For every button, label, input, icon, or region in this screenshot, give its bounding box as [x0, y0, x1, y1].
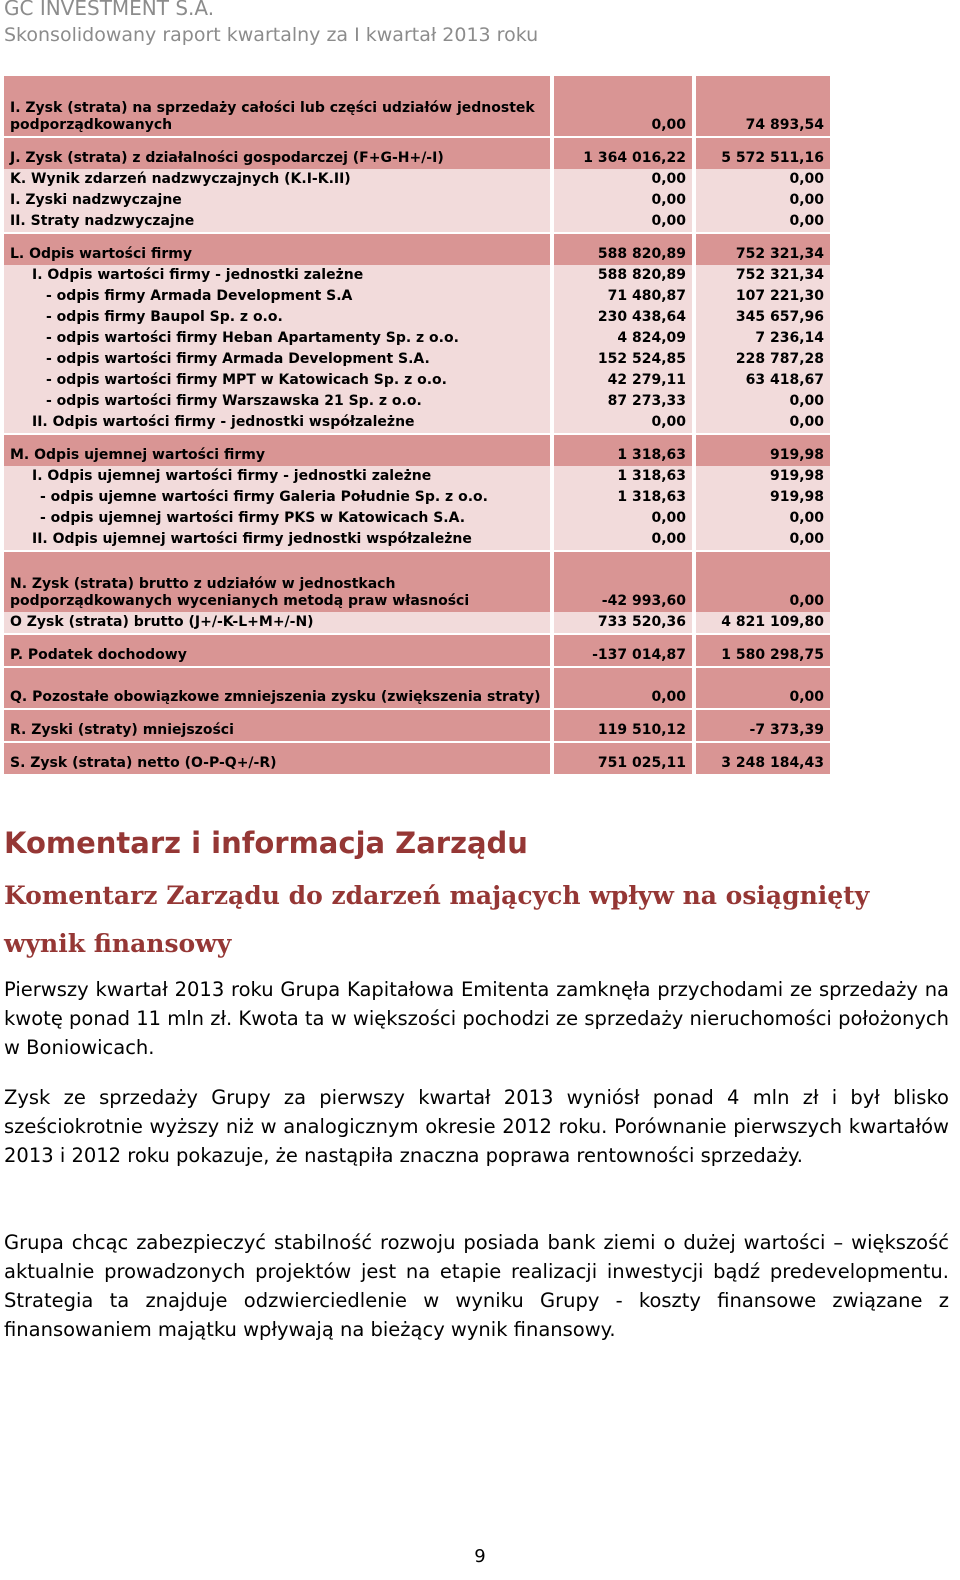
row-label: - odpis wartości firmy Armada Development S.A.	[4, 349, 550, 370]
row-value-current: 119 510,12	[554, 710, 692, 741]
table-row	[4, 466, 830, 487]
row-label: P. Podatek dochodowy	[4, 635, 550, 666]
row-label: L. Odpis wartości firmy	[4, 234, 550, 265]
row-value-current: 4 824,09	[554, 328, 692, 349]
row-value-previous: 74 893,54	[696, 76, 830, 136]
row-label: I. Odpis wartości firmy - jednostki zależne	[4, 265, 550, 286]
table-row	[4, 710, 830, 741]
row-value-previous: 0,00	[696, 169, 830, 190]
row-value-previous: 752 321,34	[696, 265, 830, 286]
row-label: - odpis ujemnej wartości firmy PKS w Katowicach S.A.	[4, 508, 550, 529]
row-label: N. Zysk (strata) brutto z udziałów w jednostkach podporządkowanych wycenianych metodą praw własności	[4, 552, 550, 612]
row-value-current: 0,00	[554, 412, 692, 433]
row-value-current: 152 524,85	[554, 349, 692, 370]
paragraph: Zysk ze sprzedaży Grupy za pierwszy kwartał 2013 wyniósł ponad 4 mln zł i był blisko sześciokrotnie wyższy niż w analogicznym okresie 2012 roku. Porównanie pierwszych kwartałów 2013 i 2012 roku pokazuje, że nastąpiła znaczna poprawa rentowności sprzedaży.	[4, 1086, 949, 1167]
table-row	[4, 668, 830, 708]
table-row	[4, 234, 830, 265]
table-row	[4, 307, 830, 328]
row-value-previous: 63 418,67	[696, 370, 830, 391]
row-value-previous: 4 821 109,80	[696, 612, 830, 633]
row-value-previous: 0,00	[696, 412, 830, 433]
table-row	[4, 412, 830, 433]
table-row	[4, 435, 830, 466]
row-label: S. Zysk (strata) netto (O-P-Q+/-R)	[4, 743, 550, 774]
section-heading: Komentarz i informacja Zarządu	[4, 826, 528, 860]
row-value-previous: 0,00	[696, 552, 830, 612]
row-label: - odpis firmy Armada Development S.A	[4, 286, 550, 307]
row-value-current: 1 364 016,22	[554, 138, 692, 169]
company-name: GC INVESTMENT S.A.	[4, 0, 215, 20]
table-row	[4, 529, 830, 550]
row-value-current: 0,00	[554, 211, 692, 232]
paragraph: Grupa chcąc zabezpieczyć stabilność rozwoju posiada bank ziemi o dużej wartości – większość aktualnie prowadzonych projektów jest na etapie realizacji inwestycji bądź predevelopmentu. Strategia ta znajduje odzwierciedlenie w wyniku Grupy - koszty finansowe związane z finansowaniem majątku wpływają na bieżący wynik finansowy.	[4, 1231, 949, 1341]
table-row	[4, 552, 830, 612]
row-value-previous: 107 221,30	[696, 286, 830, 307]
table-row	[4, 508, 830, 529]
row-value-previous: 0,00	[696, 391, 830, 412]
row-label: J. Zysk (strata) z działalności gospodarczej (F+G-H+/-I)	[4, 138, 550, 169]
table-row	[4, 211, 830, 232]
row-value-current: 1 318,63	[554, 466, 692, 487]
row-value-previous: 0,00	[696, 211, 830, 232]
row-value-previous: 919,98	[696, 487, 830, 508]
row-value-previous: 1 580 298,75	[696, 635, 830, 666]
report-title: Skonsolidowany raport kwartalny za I kwartał 2013 roku	[4, 24, 539, 46]
row-value-previous: 0,00	[696, 190, 830, 211]
row-label: - odpis wartości firmy Warszawska 21 Sp. z o.o.	[4, 391, 550, 412]
table-row	[4, 190, 830, 211]
paragraph: Pierwszy kwartał 2013 roku Grupa Kapitałowa Emitenta zamknęła przychodami ze sprzedaży na kwotę ponad 11 mln zł. Kwota ta w większości pochodzi ze sprzedaży nieruchomości położonych w Boniowicach.	[4, 978, 949, 1059]
row-value-current: 0,00	[554, 508, 692, 529]
row-value-previous: 919,98	[696, 466, 830, 487]
row-value-current: 87 273,33	[554, 391, 692, 412]
row-label: Q. Pozostałe obowiązkowe zmniejszenia zysku (zwiększenia straty)	[4, 668, 550, 708]
row-label: K. Wynik zdarzeń nadzwyczajnych (K.I-K.II)	[4, 169, 550, 190]
row-label: - odpis wartości firmy Heban Apartamenty Sp. z o.o.	[4, 328, 550, 349]
row-label: II. Odpis ujemnej wartości firmy jednostki współzależne	[4, 529, 550, 550]
row-value-current: 1 318,63	[554, 435, 692, 466]
row-label: I. Odpis ujemnej wartości firmy - jednostki zależne	[4, 466, 550, 487]
row-value-current: 588 820,89	[554, 234, 692, 265]
row-label: M. Odpis ujemnej wartości firmy	[4, 435, 550, 466]
section-subheading: Komentarz Zarządu do zdarzeń mających wpływ na osiągnięty wynik finansowy	[4, 881, 870, 958]
row-value-previous: 919,98	[696, 435, 830, 466]
row-value-current: 733 520,36	[554, 612, 692, 633]
table-row	[4, 286, 830, 307]
row-value-current: 1 318,63	[554, 487, 692, 508]
row-value-current: 0,00	[554, 529, 692, 550]
row-value-current: 588 820,89	[554, 265, 692, 286]
row-label: - odpis wartości firmy MPT w Katowicach Sp. z o.o.	[4, 370, 550, 391]
row-value-previous: 0,00	[696, 529, 830, 550]
row-label: I. Zyski nadzwyczajne	[4, 190, 550, 211]
row-value-previous: 0,00	[696, 668, 830, 708]
table-row	[4, 743, 830, 774]
row-value-current: 751 025,11	[554, 743, 692, 774]
row-label: II. Straty nadzwyczajne	[4, 211, 550, 232]
row-value-previous: 752 321,34	[696, 234, 830, 265]
table-row	[4, 391, 830, 412]
row-label: O Zysk (strata) brutto (J+/-K-L+M+/-N)	[4, 612, 550, 633]
row-value-previous: 228 787,28	[696, 349, 830, 370]
row-value-previous: 3 248 184,43	[696, 743, 830, 774]
row-value-current: 42 279,11	[554, 370, 692, 391]
row-value-previous: 0,00	[696, 508, 830, 529]
row-value-previous: 7 236,14	[696, 328, 830, 349]
table-row	[4, 265, 830, 286]
table-row	[4, 487, 830, 508]
table-row	[4, 138, 830, 169]
row-value-current: 0,00	[554, 169, 692, 190]
page-number: 9	[474, 1546, 486, 1567]
table-row	[4, 349, 830, 370]
financial-table	[4, 76, 830, 774]
row-value-current: 230 438,64	[554, 307, 692, 328]
row-value-previous: 5 572 511,16	[696, 138, 830, 169]
row-label: R. Zyski (straty) mniejszości	[4, 710, 550, 741]
row-value-current: -42 993,60	[554, 552, 692, 612]
row-value-previous: -7 373,39	[696, 710, 830, 741]
row-label: I. Zysk (strata) na sprzedaży całości lub części udziałów jednostek podporządkowanych	[4, 76, 550, 136]
row-value-current: 71 480,87	[554, 286, 692, 307]
row-label: - odpis firmy Baupol Sp. z o.o.	[4, 307, 550, 328]
row-value-current: 0,00	[554, 76, 692, 136]
row-value-previous: 345 657,96	[696, 307, 830, 328]
row-label: - odpis ujemne wartości firmy Galeria Południe Sp. z o.o.	[4, 487, 550, 508]
row-value-current: 0,00	[554, 190, 692, 211]
row-value-current: -137 014,87	[554, 635, 692, 666]
table-row	[4, 635, 830, 666]
table-row	[4, 370, 830, 391]
table-row	[4, 169, 830, 190]
table-row	[4, 76, 830, 136]
table-row	[4, 612, 830, 633]
table-row	[4, 328, 830, 349]
row-value-current: 0,00	[554, 668, 692, 708]
row-label: II. Odpis wartości firmy - jednostki współzależne	[4, 412, 550, 433]
